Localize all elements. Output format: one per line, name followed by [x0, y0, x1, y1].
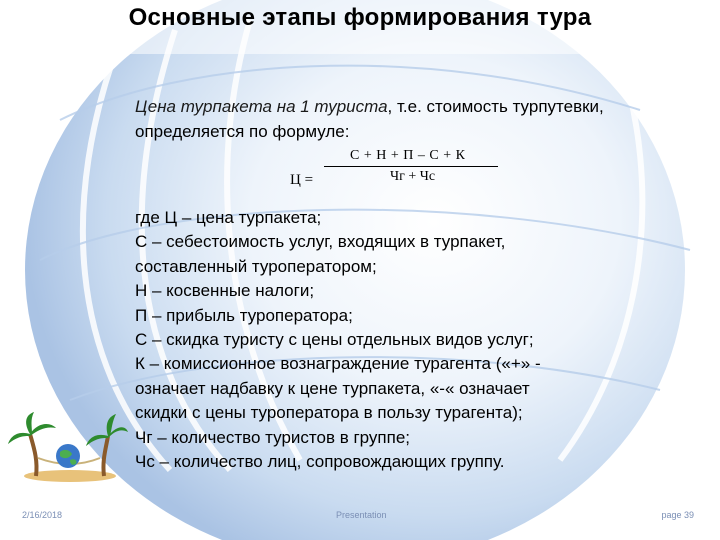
intro-paragraph: [135, 94, 695, 144]
intro-text: , т.е. стоимость турпутевки, определяется по формуле:: [135, 97, 604, 141]
formula-denominator: Чг + Чс: [390, 169, 436, 184]
footer-page-number: page 39: [661, 510, 694, 520]
definition-line: Н – косвенные налоги;: [135, 281, 315, 301]
palm-island-clipart: [8, 412, 128, 484]
footer-presentation: Presentation: [336, 510, 387, 520]
definition-line: К – комиссионное вознаграждение турагента («+» -: [135, 354, 541, 374]
definition-line: П – прибыль туроператора;: [135, 305, 353, 325]
intro-emphasis: Цена турпакета на 1 туриста: [135, 97, 388, 116]
definition-line: Чс – количество лиц, сопровождающих группу.: [135, 452, 505, 472]
definition-line: С – себестоимость услуг, входящих в турпакет,: [135, 232, 506, 252]
definition-line: означает надбавку к цене турпакета, «-« означает: [135, 378, 530, 398]
fraction-bar: [324, 166, 498, 167]
formula-numerator: С + Н + П – С + К: [350, 148, 466, 163]
definition-line: Чг – количество туристов в группе;: [135, 427, 411, 447]
formula-lhs: Ц =: [290, 172, 314, 188]
definition-line: скидки с цены туроператора в пользу турагента);: [135, 403, 523, 423]
definition-line: С – скидка туристу с цены отдельных видов услуг;: [135, 330, 534, 350]
definitions-list: [135, 206, 705, 474]
slide-title: Основные этапы формирования тура: [128, 4, 592, 31]
price-formula: [290, 148, 530, 188]
definition-line: где Ц – цена турпакета;: [135, 208, 322, 227]
footer-date: 2/16/2018: [22, 510, 63, 520]
definition-line: составленный туроператором;: [135, 256, 377, 276]
